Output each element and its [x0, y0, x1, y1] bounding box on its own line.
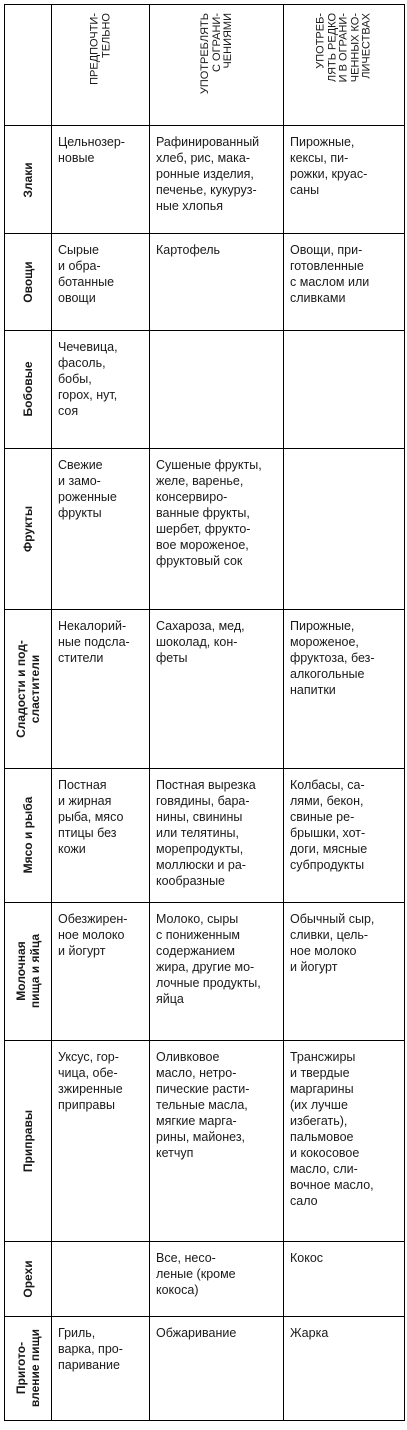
- cell-text: Свежие и замо- роженные фрукты: [58, 457, 117, 520]
- row-label: Злаки: [21, 161, 35, 198]
- cell-limited: [150, 1040, 284, 1241]
- cell-limited: [150, 448, 284, 609]
- cell-text: Чечевица, фасоль, бобы, горох, нут, соя: [58, 339, 118, 418]
- cell-text: Некалорий- ные подсла- стители: [58, 618, 130, 665]
- cell-rarely: [284, 1040, 405, 1241]
- row-label-cell: [5, 609, 52, 768]
- cell-preferred: [52, 1316, 150, 1420]
- cell-rarely: [284, 330, 405, 448]
- cell-preferred: [52, 448, 150, 609]
- cell-preferred: [52, 903, 150, 1041]
- row-legumes: [5, 330, 405, 448]
- row-label: Молочная пища и яйца: [14, 934, 42, 1009]
- header-rarely-label: УПОТРЕБ- ЛЯТЬ РЕДКО И В ОГРАНИ- ЧЕННЫХ КО- ЛИЧЕСТВАХ: [314, 13, 373, 83]
- cell-text: Сырые и обра- ботанные овощи: [58, 242, 115, 305]
- row-label-cell: [5, 1040, 52, 1241]
- cell-text: Уксус, гор- чица, обе- зжиренные приправы: [58, 1049, 123, 1112]
- row-label-cell: [5, 1316, 52, 1420]
- cell-rarely: [284, 1241, 405, 1316]
- row-grains: [5, 126, 405, 233]
- row-label: Фрукты: [21, 505, 35, 552]
- row-label-cell: [5, 233, 52, 330]
- row-label-cell: [5, 126, 52, 233]
- row-label: Овощи: [21, 260, 35, 303]
- row-meat-fish: [5, 768, 405, 902]
- row-sweets: [5, 609, 405, 768]
- cell-text: Обезжирен- ное молоко и йогурт: [58, 912, 128, 959]
- row-condiments: [5, 1040, 405, 1241]
- cell-limited: [150, 1316, 284, 1420]
- header-limited-label: УПОТРЕБЛЯТЬ С ОГРАНИ- ЧЕНИЯМИ: [198, 13, 234, 95]
- cell-text: [52, 1242, 149, 1254]
- cell-text: Овощи, при- готовленные с маслом или сливками: [290, 242, 370, 305]
- cell-rarely: [284, 1316, 405, 1420]
- cell-limited: [150, 126, 284, 233]
- cell-preferred: [52, 1241, 150, 1316]
- cell-text: Оливковое масло, нетро- пические расти- тельные масла, мягкие марга- рины, майонез, кетчуп: [156, 1049, 250, 1160]
- cell-text: Гриль, варка, про- паривание: [58, 1325, 123, 1372]
- cell-preferred: [52, 126, 150, 233]
- cell-text: Постная вырезка говядины, бара- нины, свинины или телятины, морепродукты, моллюски и ра- кообразные: [156, 777, 256, 888]
- cell-text: Все, несо- леные (кроме кокоса): [156, 1250, 236, 1297]
- cell-preferred: [52, 768, 150, 902]
- header-rarely: [284, 5, 405, 126]
- cell-text: Колбасы, са- лями, бекон, свиные ре- брышки, хот- доги, мясные субпродукты: [290, 777, 368, 872]
- cell-text: Трансжиры и твердые маргарины (их лучше избегать), пальмовое и кокосовое масло, сли- вочное масло, сало: [290, 1049, 374, 1208]
- cell-limited: [150, 903, 284, 1041]
- row-label-cell: [5, 1241, 52, 1316]
- row-label: Бобовые: [21, 361, 35, 417]
- row-label-cell: [5, 903, 52, 1041]
- cell-text: Молоко, сыры с пониженным содержанием жира, другие мо- лочные продукты, яйца: [156, 912, 261, 1007]
- cell-text: Обжаривание: [156, 1325, 237, 1340]
- cell-text: [284, 449, 404, 461]
- cell-text: Сахароза, мед, шоколад, кон- феты: [156, 618, 245, 665]
- cell-text: Жарка: [290, 1325, 329, 1340]
- cell-rarely: [284, 126, 405, 233]
- header-preferred-label: ПРЕДПОЧТИ- ТЕЛЬНО: [88, 13, 112, 86]
- cell-rarely: [284, 233, 405, 330]
- cell-preferred: [52, 1040, 150, 1241]
- row-label-cell: [5, 448, 52, 609]
- row-label: Орехи: [21, 1259, 35, 1298]
- food-recommendations-table: [4, 4, 405, 1421]
- cell-rarely: [284, 609, 405, 768]
- cell-rarely: [284, 448, 405, 609]
- cell-limited: [150, 609, 284, 768]
- cell-limited: [150, 233, 284, 330]
- cell-text: Постная и жирная рыба, мясо птицы без кожи: [58, 777, 124, 856]
- header-limited: [150, 5, 284, 126]
- row-nuts: [5, 1241, 405, 1316]
- cell-text: Сушеные фрукты, желе, варенье, консервиро- ванные фрукты, шербет, фрукто- вое мороженое, фруктовый сок: [156, 457, 262, 568]
- row-cooking: [5, 1316, 405, 1420]
- header-preferred: [52, 5, 150, 126]
- row-vegetables: [5, 233, 405, 330]
- cell-text: Цельнозер- новые: [58, 135, 125, 166]
- corner-cell: [5, 5, 52, 126]
- row-label-cell: [5, 768, 52, 902]
- cell-text: [284, 331, 404, 343]
- cell-preferred: [52, 609, 150, 768]
- row-label-cell: [5, 330, 52, 448]
- cell-limited: [150, 330, 284, 448]
- cell-text: Пирожные, мороженое, фруктоза, без- алкогольные напитки: [290, 618, 375, 697]
- row-label: Сладости и под- сластители: [14, 639, 42, 738]
- row-label: Пригото- вление пищи: [14, 1329, 42, 1408]
- cell-limited: [150, 768, 284, 902]
- cell-text: [150, 331, 283, 343]
- cell-preferred: [52, 330, 150, 448]
- cell-limited: [150, 1241, 284, 1316]
- row-fruits: [5, 448, 405, 609]
- header-row: [5, 5, 405, 126]
- cell-rarely: [284, 903, 405, 1041]
- cell-text: Кокос: [290, 1250, 324, 1265]
- cell-preferred: [52, 233, 150, 330]
- cell-text: Пирожные, кексы, пи- рожки, круас- саны: [290, 135, 368, 198]
- row-label: Приправы: [21, 1109, 35, 1172]
- cell-text: Рафинированный хлеб, рис, мака- ронные изделия, печенье, кукуруз- ные хлопья: [156, 135, 260, 214]
- row-label: Мясо и рыба: [21, 797, 35, 874]
- row-dairy: [5, 903, 405, 1041]
- cell-text: Картофель: [156, 242, 221, 257]
- cell-rarely: [284, 768, 405, 902]
- cell-text: Обычный сыр, сливки, цель- ное молоко и йогурт: [290, 912, 375, 975]
